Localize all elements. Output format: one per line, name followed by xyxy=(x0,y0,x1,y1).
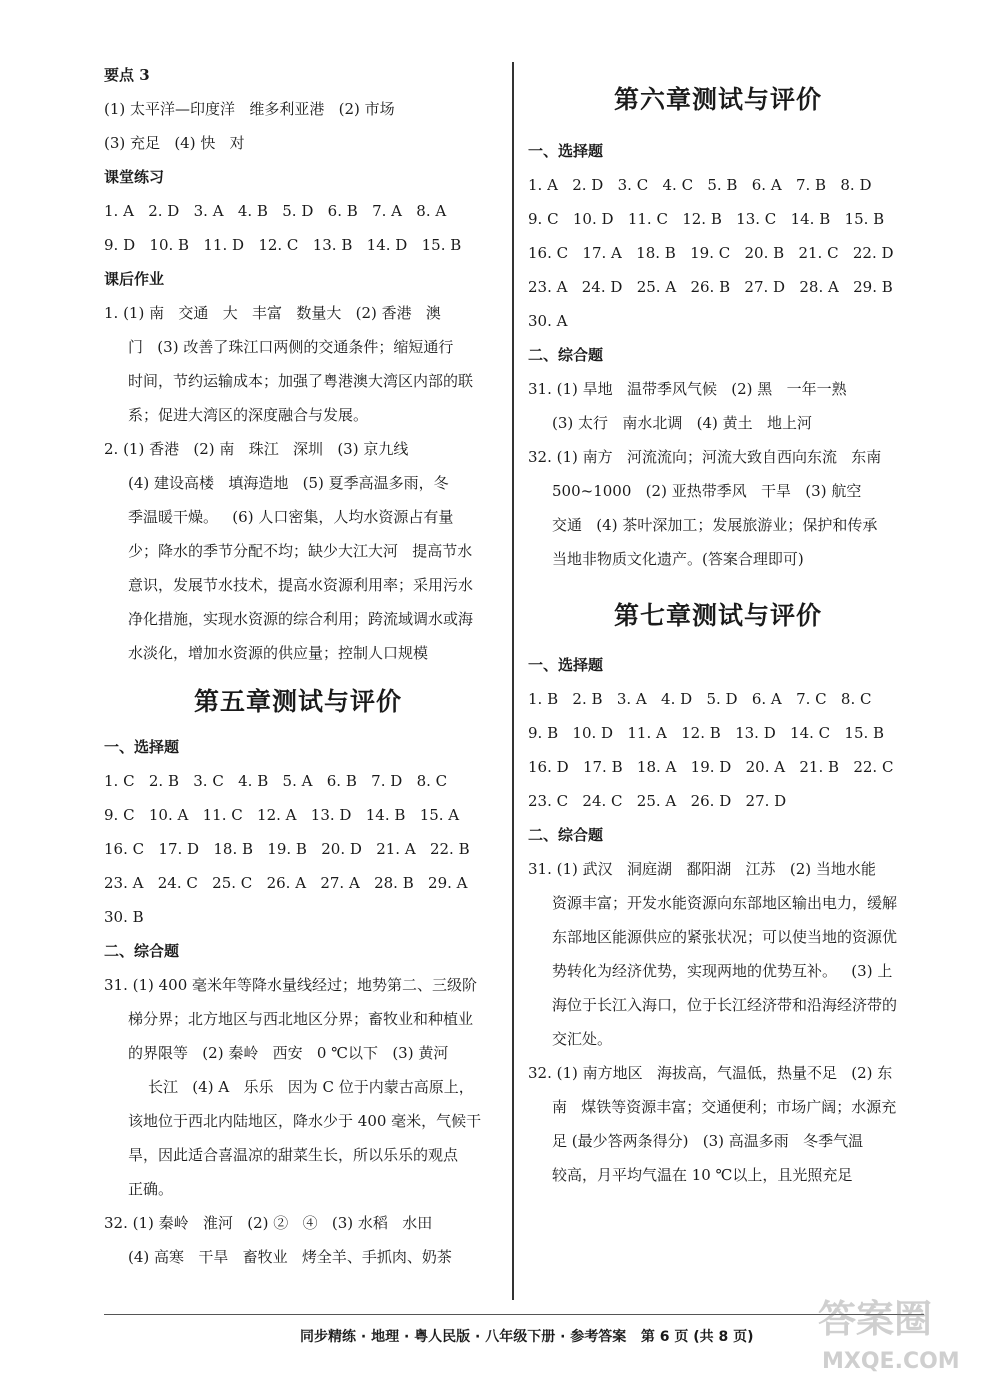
ch7-choice-line: 23. C 24. C 25. A 26. D 27. D xyxy=(528,792,787,810)
homework-line: 意识，发展节水技术，提高水资源利用率；采用污水 xyxy=(128,576,474,594)
homework-line: 净化措施，实现水资源的综合利用；跨流域调水或海 xyxy=(128,610,474,628)
classwork-line: 1. A 2. D 3. A 4. B 5. D 6. B 7. A 8. A xyxy=(104,202,447,220)
ch5-choice-line: 16. C 17. D 18. B 19. B 20. D 21. A 22. B xyxy=(104,840,470,858)
ch5-comp-line: 长江 (4) A 乐乐 因为 C 位于内蒙古高原上， xyxy=(148,1078,474,1096)
ch5-choice-line: 9. C 10. A 11. C 12. A 13. D 14. B 15. A xyxy=(104,806,460,824)
homework-line: 系；促进大湾区的深度融合与发展。 xyxy=(128,406,369,424)
ch5-choice-line: 23. A 24. C 25. C 26. A 27. A 28. B 29. A xyxy=(104,874,468,892)
homework-heading: 课后作业 xyxy=(104,270,165,288)
homework-line: 时间，节约运输成本；加强了粤港澳大湾区内部的联 xyxy=(128,372,474,390)
key-line: (3) 充足 (4) 快 对 xyxy=(104,134,245,152)
chapter7-title: 第七章测试与评价 xyxy=(613,601,822,630)
ch5-comp-line: 该地位于西北内陆地区，降水少于 400 毫米，气候干 xyxy=(128,1112,482,1130)
classwork-heading: 课堂练习 xyxy=(104,168,165,186)
ch5-comp-line: (4) 高寒 干旱 畜牧业 烤全羊、手抓肉、奶茶 xyxy=(128,1248,452,1266)
ch6-choice-line: 1. A 2. D 3. C 4. C 5. B 6. A 7. B 8. D xyxy=(528,176,872,194)
ch5-comp-line: 的界限等 (2) 秦岭 西安 0 ℃以下 (3) 黄河 xyxy=(128,1044,449,1062)
watermark-text: 答案圈 xyxy=(818,1297,933,1341)
ch7-comp-line: 足 (最少答两条得分) (3) 高温多雨 冬季气温 xyxy=(552,1132,864,1150)
ch6-choice-line: 23. A 24. D 25. A 26. B 27. D 28. A 29. B xyxy=(528,278,893,296)
page-footer: 同步精练 · 地理 · 粤人民版 · 八年级下册 · 参考答案 第 6 页 (共 8 页) xyxy=(300,1329,754,1345)
ch7-choice-line: 16. D 17. B 18. A 19. D 20. A 21. B 22. C xyxy=(528,758,894,776)
ch7-choice-line: 1. B 2. B 3. A 4. D 5. D 6. A 7. C 8. C xyxy=(528,690,872,708)
ch6-choice-line: 16. C 17. A 18. B 19. C 20. B 21. C 22. D xyxy=(528,244,894,262)
homework-line: 水淡化，增加水资源的供应量；控制人口规模 xyxy=(128,644,429,662)
ch6-choice-heading: 一、选择题 xyxy=(528,142,604,160)
homework-line: 少；降水的季节分配不均；缺少大江大河 提高节水 xyxy=(128,542,473,560)
homework-line: 门 (3) 改善了珠江口两侧的交通条件；缩短通行 xyxy=(128,338,454,356)
ch5-comp-heading: 二、综合题 xyxy=(104,942,180,960)
ch6-comp-line: (3) 太行 南水北调 (4) 黄土 地上河 xyxy=(552,414,812,432)
watermark-url: MXQE.COM xyxy=(822,1349,960,1374)
ch6-choice-line: 30. A xyxy=(528,312,568,330)
ch6-comp-heading: 二、综合题 xyxy=(528,346,604,364)
ch7-choice-line: 9. B 10. D 11. A 12. B 13. D 14. C 15. B xyxy=(528,724,885,742)
ch7-comp-line: 31. (1) 武汉 洞庭湖 鄱阳湖 江苏 (2) 当地水能 xyxy=(528,860,876,878)
key-point-heading: 要点 3 xyxy=(104,66,150,84)
homework-line: 1. (1) 南 交通 大 丰富 数量大 (2) 香港 澳 xyxy=(104,304,441,322)
ch7-choice-heading: 一、选择题 xyxy=(528,656,604,674)
ch7-comp-line: 32. (1) 南方地区 海拔高，气温低，热量不足 (2) 东 xyxy=(528,1064,893,1082)
ch5-choice-line: 30. B xyxy=(104,908,144,926)
ch6-comp-line: 当地非物质文化遗产。(答案合理即可) xyxy=(552,550,804,568)
left-column xyxy=(104,58,492,1274)
ch5-choice-heading: 一、选择题 xyxy=(104,738,180,756)
classwork-line: 9. D 10. B 11. D 12. C 13. B 14. D 15. B xyxy=(104,236,462,254)
right-column xyxy=(528,58,908,1192)
ch5-comp-line: 31. (1) 400 毫米年等降水量线经过；地势第二、三级阶 xyxy=(104,976,478,994)
chapter6-title: 第六章测试与评价 xyxy=(613,85,822,114)
ch5-comp-line: 梯分界；北方地区与西北地区分界；畜牧业和种植业 xyxy=(128,1010,474,1028)
ch5-choice-line: 1. C 2. B 3. C 4. B 5. A 6. B 7. D 8. C xyxy=(104,772,448,790)
ch6-comp-line: 500~1000 (2) 亚热带季风 干旱 (3) 航空 xyxy=(552,482,862,500)
ch6-choice-line: 9. C 10. D 11. C 12. B 13. C 14. B 15. B xyxy=(528,210,885,228)
column-divider xyxy=(512,62,514,1300)
ch7-comp-heading: 二、综合题 xyxy=(528,826,604,844)
ch5-comp-line: 32. (1) 秦岭 淮河 (2) ② ④ (3) 水稻 水田 xyxy=(104,1214,433,1232)
ch7-comp-line: 势转化为经济优势，实现两地的优势互补。 (3) 上 xyxy=(552,962,893,980)
ch7-comp-line: 南 煤铁等资源丰富；交通便利；市场广阔；水源充 xyxy=(552,1098,897,1116)
ch7-comp-line: 东部地区能源供应的紧张状况；可以使当地的资源优 xyxy=(552,928,898,946)
chapter5-title: 第五章测试与评价 xyxy=(193,687,402,716)
ch6-comp-line: 交通 (4) 茶叶深加工；发展旅游业；保护和传承 xyxy=(552,516,878,534)
ch5-comp-line: 正确。 xyxy=(128,1180,174,1198)
watermark-logo xyxy=(812,1288,988,1378)
homework-line: 季温暖干燥。 (6) 人口密集，人均水资源占有量 xyxy=(128,508,454,526)
ch6-comp-line: 32. (1) 南方 河流流向；河流大致自西向东流 东南 xyxy=(528,448,882,466)
ch7-comp-line: 海位于长江入海口，位于长江经济带和沿海经济带的 xyxy=(552,996,898,1014)
key-line: (1) 太平洋—印度洋 维多利亚港 (2) 市场 xyxy=(104,100,395,118)
ch5-comp-line: 旱，因此适合喜温凉的甜菜生长，所以乐乐的观点 xyxy=(128,1146,459,1164)
footer-rule xyxy=(104,1314,924,1315)
ch6-comp-line: 31. (1) 旱地 温带季风气候 (2) 黑 一年一熟 xyxy=(528,380,847,398)
homework-line: 2. (1) 香港 (2) 南 珠江 深圳 (3) 京九线 xyxy=(104,440,409,458)
ch7-comp-line: 资源丰富；开发水能资源向东部地区输出电力，缓解 xyxy=(552,894,898,912)
ch7-comp-line: 较高，月平均气温在 10 ℃以上，且光照充足 xyxy=(552,1166,853,1184)
ch7-comp-line: 交汇处。 xyxy=(552,1030,613,1048)
homework-line: (4) 建设高楼 填海造地 (5) 夏季高温多雨，冬 xyxy=(128,474,449,492)
